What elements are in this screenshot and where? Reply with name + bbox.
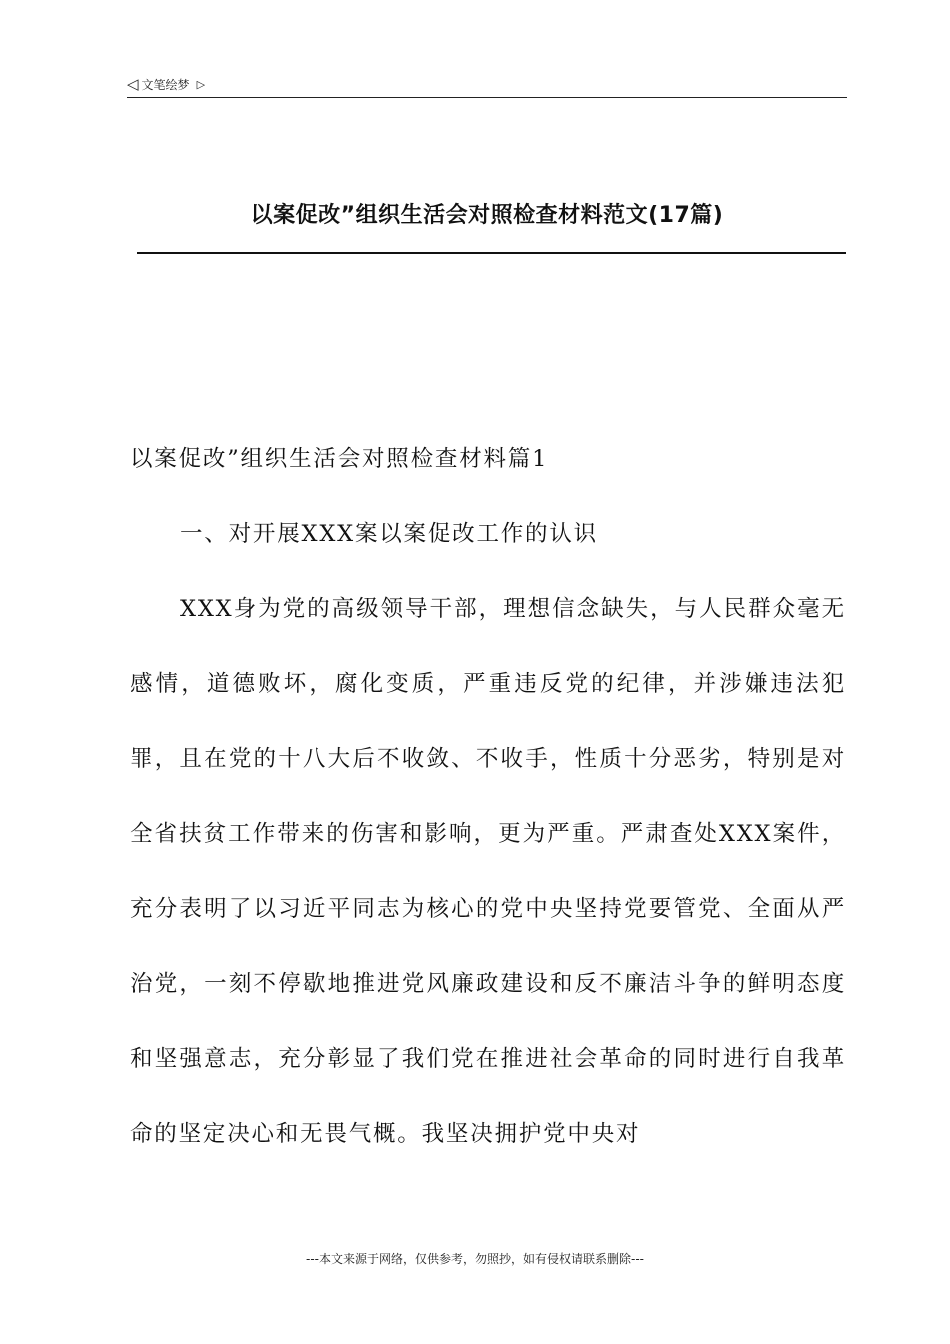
header-divider <box>127 97 847 98</box>
triangle-right-icon: ▷ <box>196 77 206 91</box>
document-body <box>130 422 846 1172</box>
title-underline <box>137 252 846 254</box>
section-heading: 以案促改”组织生活会对照检查材料篇1 <box>130 446 549 472</box>
header-label-group <box>127 74 205 94</box>
document-title: 以案促改”组织生活会对照检查材料范文(17篇) <box>250 203 724 228</box>
header-label: 文笔绘梦 <box>141 77 190 92</box>
subheading: 一、对开展XXX案以案促改工作的认识 <box>180 521 598 547</box>
footer-disclaimer: ---本文来源于网络，仅供参考，勿照抄，如有侵权请联系删除--- <box>306 1252 644 1266</box>
triangle-left-icon: ◁ <box>127 74 139 93</box>
body-paragraph: XXX身为党的高级领导干部，理想信念缺失，与人民群众毫无感情，道德败坏，腐化变质，严重违反党的纪律，并涉嫌违法犯罪，且在党的十八大后不收敛、不收手，性质十分恶劣，特别是对全省扶贫工作带来的伤害和影响，更为严重。严肃查处XXX案件，充分表明了以习近平同志为核心的党中央坚持党要管党、全面从严治党，一刻不停歇地推进党风廉政建设和反不廉洁斗争的鲜明态度和坚强意志，充分彰显了我们党在推进社会革命的同时进行自我革命的坚定决心和无畏气概。我坚决拥护党中央对 <box>130 596 846 1147</box>
